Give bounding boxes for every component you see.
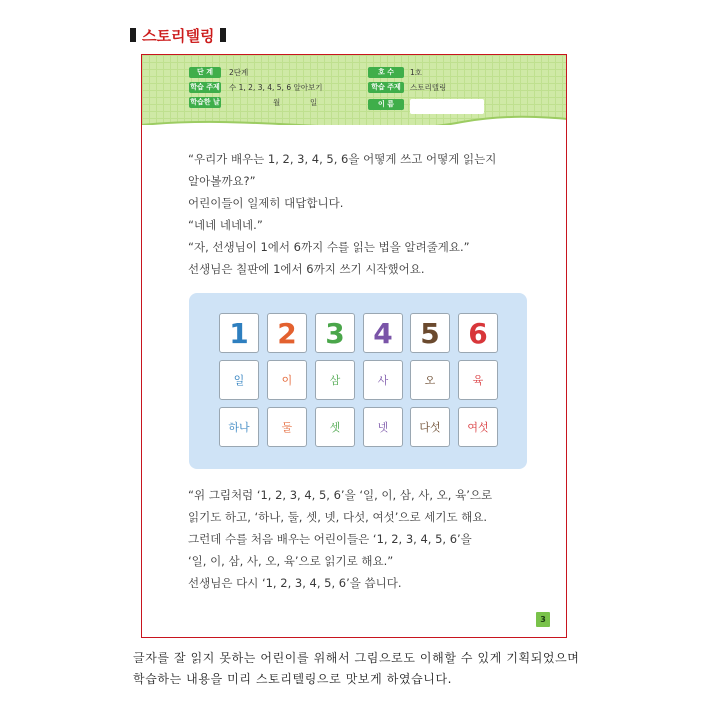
card-digit: 1 [229, 316, 249, 350]
worksheet-header [142, 55, 567, 125]
header-wave [142, 110, 567, 125]
day-unit: 일 [310, 98, 318, 107]
worksheet-page [141, 54, 567, 638]
name-label: 이 름 [368, 99, 404, 110]
native-card [363, 407, 403, 447]
story-line: 알아볼까요?” [188, 174, 256, 188]
card-word: 여섯 [467, 421, 489, 434]
story-line: 읽기도 하고, ‘하나, 둘, 셋, 넷, 다섯, 여섯’으로 세기도 해요. [188, 510, 488, 524]
card-digit: 6 [468, 316, 488, 350]
native-card [458, 407, 498, 447]
caption-line: 학습하는 내용을 미리 스토리텔링으로 맛보게 하였습니다. [133, 672, 453, 686]
sino-card [410, 360, 450, 400]
number-card [219, 313, 259, 353]
sino-card [315, 360, 355, 400]
number-card [267, 313, 307, 353]
topic-value: 수 1, 2, 3, 4, 5, 6 알아보기 [229, 83, 323, 92]
month-unit: 월 [273, 98, 281, 107]
card-word: 일 [233, 374, 245, 387]
number-card [458, 313, 498, 353]
native-card [410, 407, 450, 447]
story-line: 선생님은 칠판에 1에서 6까지 쓰기 시작했어요. [188, 262, 425, 276]
story-line: “네네 네네네.” [188, 218, 263, 232]
sino-card [363, 360, 403, 400]
card-word: 이 [281, 374, 293, 387]
caption-line: 글자를 잘 읽지 못하는 어린이를 위해서 그림으로도 이해할 수 있게 기획되었으며 [133, 651, 580, 665]
card-word: 육 [472, 374, 484, 387]
native-card [219, 407, 259, 447]
card-word: 오 [424, 374, 436, 387]
card-word: 둘 [281, 421, 293, 434]
number-card-panel [189, 293, 527, 469]
number-card [315, 313, 355, 353]
caption [133, 648, 579, 690]
story-top [188, 148, 496, 280]
card-digit: 2 [277, 316, 297, 350]
card-word: 셋 [329, 421, 341, 434]
number-card [363, 313, 403, 353]
story-line: “우리가 배우는 1, 2, 3, 4, 5, 6을 어떻게 쓰고 어떻게 읽는지 [188, 152, 497, 166]
story-line: “위 그림처럼 ‘1, 2, 3, 4, 5, 6’을 ‘일, 이, 삼, 사, 오, 육’으로 [188, 488, 493, 502]
page-number: 3 [536, 612, 550, 627]
title-bar-left [130, 28, 136, 42]
card-word: 삼 [329, 374, 341, 387]
story-line: 어린이들이 일제히 대답합니다. [188, 196, 344, 210]
card-word: 사 [377, 374, 389, 387]
native-card [315, 407, 355, 447]
native-card [267, 407, 307, 447]
card-digit: 3 [325, 316, 345, 350]
story-line: “자, 선생님이 1에서 6까지 수를 읽는 법을 알려줄게요.” [188, 240, 470, 254]
sino-card [458, 360, 498, 400]
issue-value: 1호 [410, 68, 423, 77]
section-title [130, 24, 226, 46]
card-digit: 5 [420, 316, 440, 350]
issue-label: 호 수 [368, 67, 404, 78]
method-value: 스토리텔링 [410, 83, 447, 92]
story-line: 선생님은 다시 ‘1, 2, 3, 4, 5, 6’을 씁니다. [188, 576, 402, 590]
card-word: 넷 [377, 421, 389, 434]
title-bar-right [220, 28, 226, 42]
number-card [410, 313, 450, 353]
date-label: 학습한 날 [190, 98, 220, 106]
card-digit: 4 [373, 316, 393, 350]
story-line: ‘일, 이, 삼, 사, 오, 육’으로 읽기로 해요.” [188, 554, 394, 568]
topic-label: 학습 주제 [190, 83, 220, 91]
card-word: 하나 [228, 421, 250, 434]
story-bottom [188, 484, 492, 594]
sino-card [219, 360, 259, 400]
card-word: 다섯 [419, 421, 441, 434]
story-line: 그런데 수를 처음 배우는 어린이들은 ‘1, 2, 3, 4, 5, 6’을 [188, 532, 472, 546]
method-label: 학습 주제 [368, 82, 404, 93]
level-label: 단 계 [189, 67, 221, 78]
level-value: 2단계 [229, 68, 249, 77]
section-title-text: 스토리텔링 [142, 26, 215, 45]
sino-card [267, 360, 307, 400]
